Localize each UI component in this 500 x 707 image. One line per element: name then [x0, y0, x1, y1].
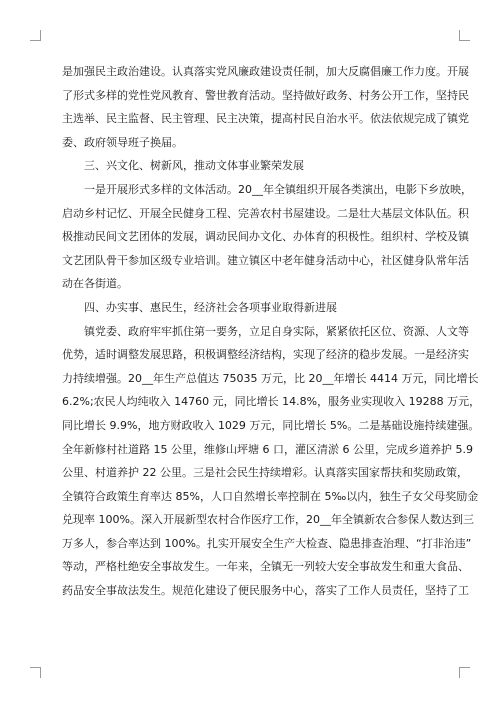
- section-heading: 四、办实事、惠民生，经济社会各项事业取得新进展: [84, 300, 337, 314]
- text-line: 等动，严格杜绝安全事故发生。一年来，全镇无一列较大安全事故发生和重大食品、: [62, 560, 469, 574]
- text-line: 委、政府领导班子换届。: [62, 135, 183, 149]
- text-line: 动在各街道。: [62, 277, 128, 291]
- section-heading: 三、兴文化、树新风，推动文体事业繁荣发展: [84, 159, 304, 173]
- text-line: 了形式多样的党性党风教育、警世教育活动。坚持做好政务、村务公开工作，坚持民: [62, 88, 469, 102]
- text-line: 药品安全事故法发生。规范化建设了便民服务中心，落实了工作人员责任，坚持了工: [62, 584, 469, 598]
- text-line: 文艺团队骨干参加区级专业培训。建立镇区中老年健身活动中心，社区健身队常年活: [62, 253, 469, 267]
- text-line: 是加强民主政治建设。认真落实党风廉政建设责任制，加大反腐倡廉工作力度。开展: [62, 65, 469, 78]
- text-line: 力持续增强。20__年生产总值达 75035 万元，比 20__年增长 4414 万元，同比增长: [62, 371, 479, 385]
- text-line: 全年新修村社道路 15 公里，维修山坪塘 6 口，灌区清淤 6 公里，完成乡道养护 5.9: [62, 442, 473, 456]
- crop-mark-bottom-left: [30, 667, 41, 678]
- text-line: 公里、村道养护 22 公里。三是社会民生持续增彩。认真落实国家帮扶和奖励政策，: [62, 466, 468, 480]
- text-line: 启动乡村记忆、开展全民健身工程、完善农村书屋建设。二是壮大基层文体队伍。积: [62, 206, 469, 220]
- text-line: 一是开展形式多样的文体活动。20__年全镇组织开展各类演出，电影下乡放映，: [84, 182, 472, 196]
- crop-mark-top-left: [30, 30, 41, 41]
- text-line: 同比增长 9.9%，地方财政收入 1029 万元，同比增长 5%。二是基础设施持续建强。: [62, 418, 480, 432]
- crop-mark-top-right: [459, 30, 470, 41]
- crop-mark-bottom-right: [459, 667, 470, 678]
- text-line: 6.2%;农民人均纯收入 14760 元，同比增长 14.8%，服务业实现收入 19288 万元，: [62, 395, 481, 409]
- text-line: 主选举、民主监督、民主管理、民主决策，提高村民自治水平。依法依规完成了镇党: [62, 112, 469, 126]
- text-line: 全镇符合政策生育率达 85%，人口自然增长率控制在 5‰以内，独生子女父母奖励金: [62, 489, 479, 503]
- text-line: 优势，适时调整发展思路，积极调整经济结构，实现了经济的稳步发展。一是经济实: [62, 348, 469, 362]
- text-line: 万多人，参合率达到 100%。扎实开展安全生产大检查、隐患排查治理、“打非治违”: [62, 536, 472, 550]
- text-line: 兑现率 100%。深入开展新型农村合作医疗工作，20__年全镇新农合参保人数达到三: [62, 513, 474, 527]
- document-body: [62, 60, 481, 603]
- text-line: 极推动民间文艺团体的发展，调动民间办文化、办体育的积极性。组织村、学校及镇: [62, 230, 469, 244]
- text-line: 镇党委、政府牢牢抓住第一要务，立足自身实际，紧紧依托区位、资源、人文等: [84, 324, 469, 338]
